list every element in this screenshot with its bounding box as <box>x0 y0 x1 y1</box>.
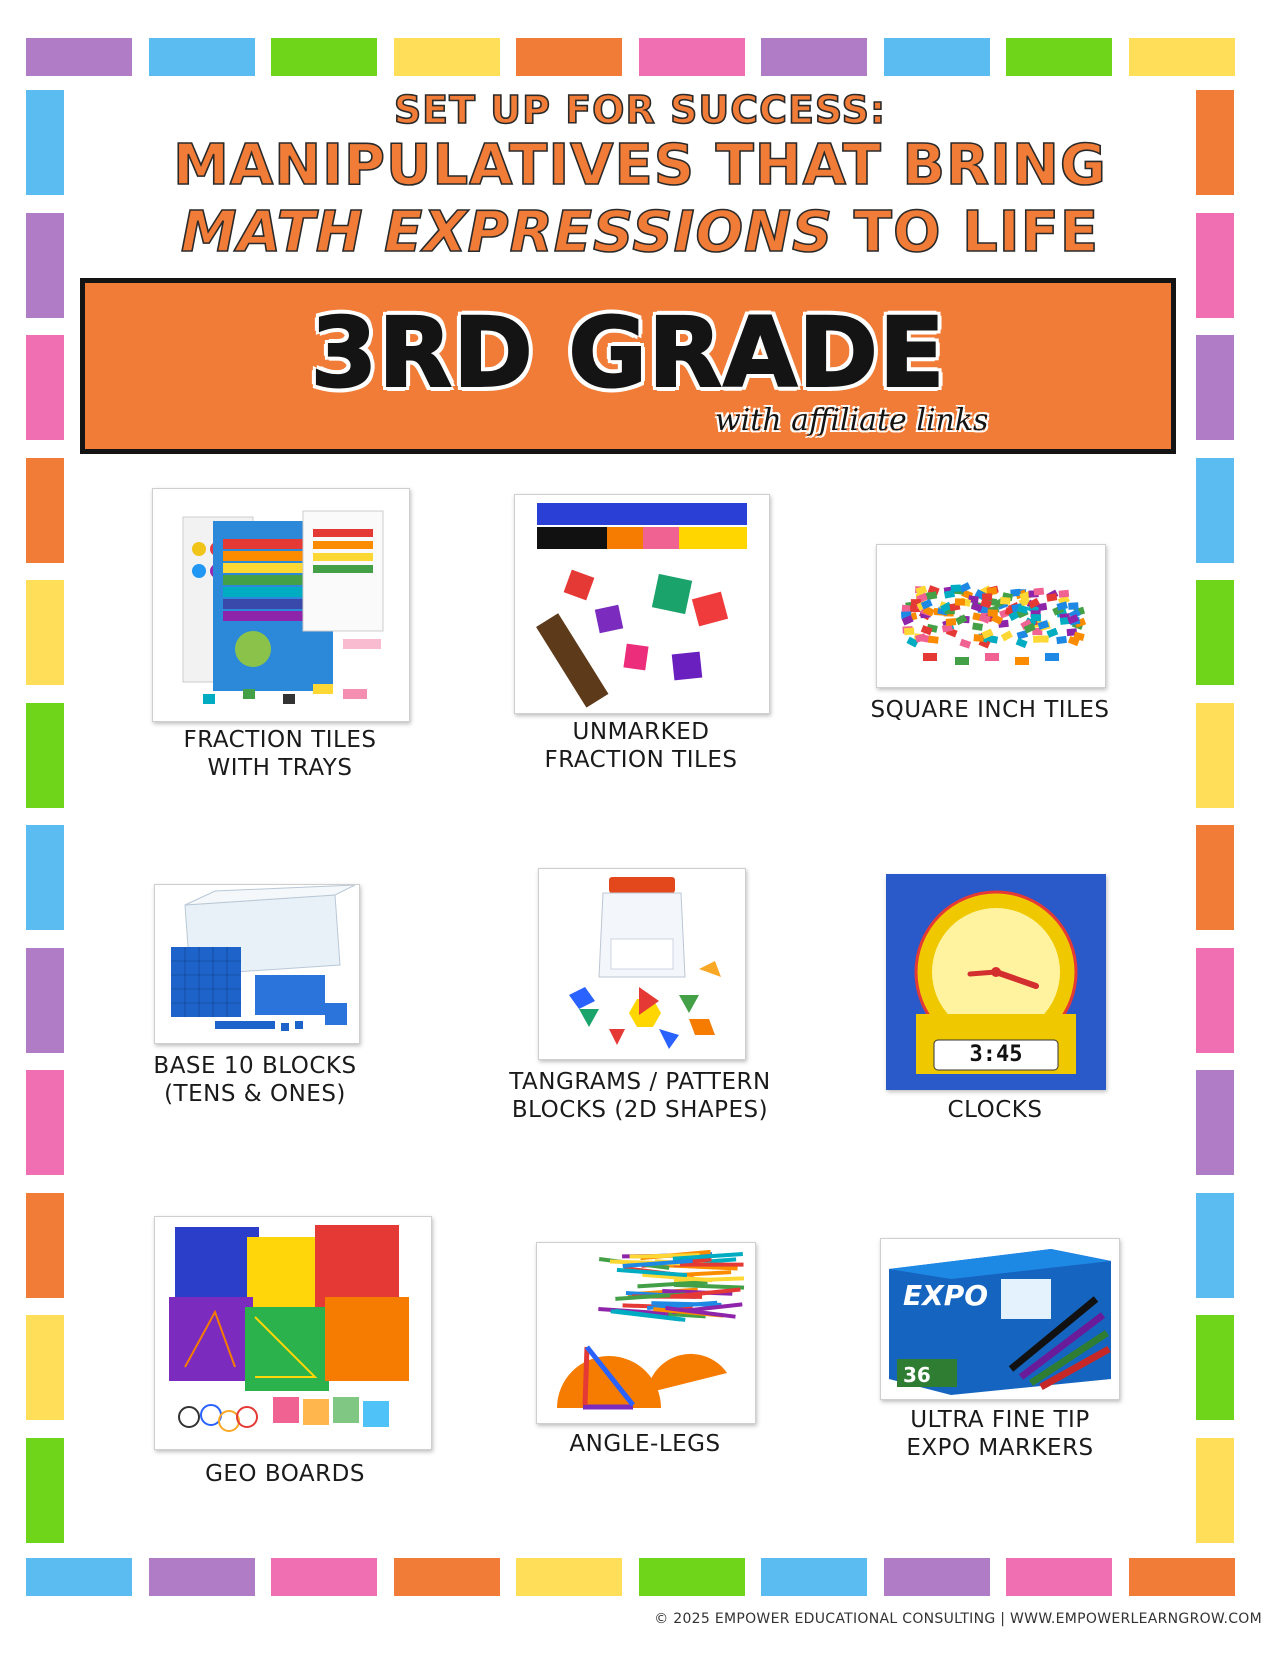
tile-shape <box>985 653 999 661</box>
grade-banner <box>80 278 1176 454</box>
tile-shape <box>955 598 965 605</box>
item-label <box>470 1068 810 1124</box>
border-bar <box>1006 1558 1112 1596</box>
tile-shape <box>1056 601 1067 610</box>
border-bar <box>1196 1315 1234 1420</box>
border-bar <box>149 1558 255 1596</box>
border-bar <box>516 1558 622 1596</box>
border-bar <box>149 38 255 76</box>
fraction-tiles-trays-image[interactable] <box>152 488 410 722</box>
item-label <box>510 718 772 774</box>
tile-shape <box>923 653 937 661</box>
expo-markers-image[interactable] <box>880 1238 1120 1400</box>
tile-shape <box>1033 635 1043 643</box>
tile-shape <box>1045 653 1059 661</box>
expo-brand-text: EXPO <box>903 1279 989 1312</box>
tile-shape <box>1016 638 1028 648</box>
tile-shape <box>955 657 969 665</box>
pattern-blocks-image[interactable] <box>538 868 746 1060</box>
border-bar <box>26 825 64 930</box>
border-bar <box>26 1438 64 1543</box>
tile-shape <box>1056 636 1067 644</box>
border-bar <box>1196 1193 1234 1298</box>
item-label <box>120 1052 390 1108</box>
border-bar <box>1196 1070 1234 1175</box>
item-label <box>150 1460 420 1488</box>
border-bar <box>26 1558 132 1596</box>
tile-shape <box>1015 657 1029 665</box>
border-bar <box>884 38 990 76</box>
border-bar <box>26 948 64 1053</box>
tile-shape <box>1033 588 1044 596</box>
item-label-line: BLOCKS (2D SHAPES) <box>511 1097 769 1123</box>
item-label-line: FRACTION TILES <box>544 747 738 773</box>
clock-display: 3:45 <box>969 1042 1023 1067</box>
border-bar <box>761 1558 867 1596</box>
border-bar <box>761 38 867 76</box>
header-line-1: SET UP FOR SUCCESS: <box>393 88 887 132</box>
border-bar <box>394 38 500 76</box>
border-bar <box>1196 825 1234 930</box>
angle-leg-stick <box>674 1285 744 1288</box>
border-bar <box>1196 1438 1234 1543</box>
item-label-line: (TENS & ONES) <box>164 1081 346 1107</box>
tile-shape <box>1059 590 1070 598</box>
border-bar <box>26 38 132 76</box>
item-label-line: SQUARE INCH TILES <box>870 697 1110 723</box>
item-label <box>150 726 410 782</box>
border-bar <box>26 703 64 808</box>
border-bar <box>26 458 64 563</box>
tile-shape <box>904 627 914 635</box>
border-bar <box>26 580 64 685</box>
tile-shape <box>1068 602 1078 610</box>
tile-shape <box>972 622 983 630</box>
base-ten-blocks-image[interactable] <box>154 884 360 1044</box>
border-bar <box>1196 458 1234 563</box>
border-bar <box>271 1558 377 1596</box>
footer-copyright: © 2025 EMPOWER EDUCATIONAL CONSULTING | WWW.EMPOWERLEARNGROW.COM <box>654 1611 1262 1627</box>
affiliate-note: with affiliate links <box>715 403 989 438</box>
header-line-2: MANIPULATIVES THAT BRING <box>173 133 1107 198</box>
unmarked-fraction-tiles-image[interactable] <box>514 494 770 714</box>
border-bar <box>1196 580 1234 685</box>
item-label <box>530 1430 760 1458</box>
border-bar <box>516 38 622 76</box>
geo-boards-image[interactable] <box>154 1216 432 1450</box>
item-label <box>860 1406 1140 1462</box>
item-label-line: GEO BOARDS <box>205 1461 365 1487</box>
border-bar <box>639 38 745 76</box>
border-bar <box>1196 948 1234 1053</box>
border-bar <box>26 1193 64 1298</box>
border-bar <box>1006 38 1112 76</box>
tile-shape <box>1031 614 1041 621</box>
item-label-line: ANGLE-LEGS <box>569 1431 721 1457</box>
item-label-line: FRACTION TILES <box>183 727 377 753</box>
border-bar <box>1129 38 1235 76</box>
item-label-line: UNMARKED <box>572 719 710 745</box>
border-bar <box>1129 1558 1235 1596</box>
border-bar <box>271 38 377 76</box>
border-bar <box>639 1558 745 1596</box>
border-bar <box>26 335 64 440</box>
item-label <box>880 1096 1110 1124</box>
angle-legs-image[interactable] <box>536 1242 756 1424</box>
border-bar <box>26 1315 64 1420</box>
tile-shape <box>1000 597 1011 605</box>
grade-title: 3RD GRADE <box>310 297 946 409</box>
border-bar <box>884 1558 990 1596</box>
item-label-line: CLOCKS <box>947 1097 1043 1123</box>
item-label-line: EXPO MARKERS <box>906 1435 1094 1461</box>
tile-shape <box>946 618 956 626</box>
header-line-3 <box>0 200 1280 265</box>
item-label-line: BASE 10 BLOCKS <box>153 1053 357 1079</box>
item-label-line: ULTRA FINE TIP <box>910 1407 1090 1433</box>
tile-shape <box>988 609 998 617</box>
border-bar <box>1196 335 1234 440</box>
item-label-line: TANGRAMS / PATTERN <box>509 1069 771 1095</box>
item-label-line: WITH TRAYS <box>207 755 353 781</box>
header-line-3-rest: TO LIFE <box>833 200 1100 265</box>
header-italic-title: MATH EXPRESSIONS <box>180 200 834 265</box>
square-inch-tiles-image[interactable] <box>876 544 1106 688</box>
border-bar <box>26 1070 64 1175</box>
expo-count-text: 36 <box>903 1363 931 1387</box>
tile-shape <box>951 584 961 592</box>
border-bar <box>1196 703 1234 808</box>
item-label <box>860 696 1120 724</box>
angle-leg-stick <box>617 1270 687 1275</box>
tile-shape <box>973 634 983 642</box>
tile-shape <box>1001 630 1013 641</box>
tile-shape <box>928 636 939 644</box>
clock-image[interactable] <box>886 874 1106 1090</box>
tile-shape <box>959 639 971 649</box>
border-bar <box>394 1558 500 1596</box>
